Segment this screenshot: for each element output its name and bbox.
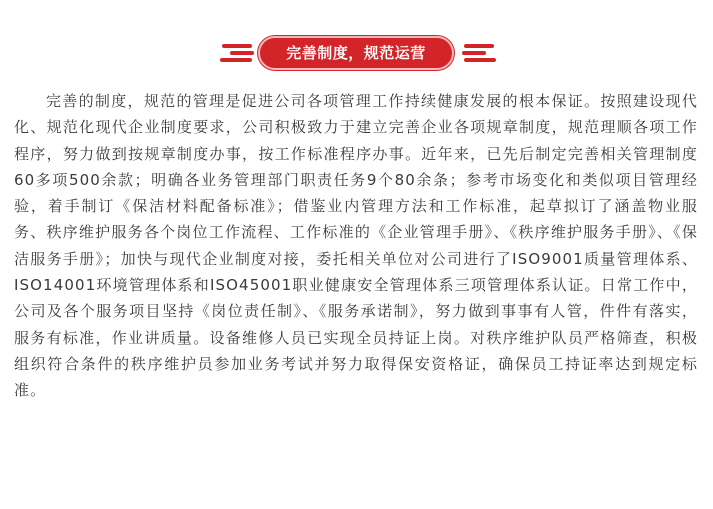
right-stripes-decoration [460,44,496,62]
stripe [220,58,252,62]
stripe [230,51,254,55]
stripe [222,44,252,48]
stripe [464,44,494,48]
stripe [462,51,486,55]
left-stripes-decoration [220,44,256,62]
stripe [464,58,496,62]
section-title: 完善制度，规范运营 [258,36,454,70]
body-paragraph: 完善的制度，规范的管理是促进公司各项管理工作持续健康发展的根本保证。按照建设现代化、规范化现代企业制度要求，公司积极致力于建立完善企业各项规章制度，规范理顺各项工作程序，努力做到按规章制度办事，按工作标准程序办事。近年来，已先后制定完善相关管理制度60多项500余款；明确各业务管理部门职责任务9个80余条；参考市场变化和类似项目管理经验，着手制订《保洁材料配备标准》；借鉴业内管理方法和工作标准，起草拟订了涵盖物业服务、秩序维护服务各个岗位工作流程、工作标准的《企业管理手册》、《秩序维护服务手册》、《保洁服务手册》；加快与现代企业制度对接，委托相关单位对公司进行了ISO9001质量管理体系、ISO14001环境管理体系和ISO45001职业健康安全管理体系三项管理体系认证。日常工作中，公司及各个服务项目坚持《岗位责任制》、《服务承诺制》，努力做到事事有人管，件件有落实，服务有标准，作业讲质量。设备维修人员已实现全员持证上岗。对秩序维护队员严格筛查，积极组织符合条件的秩序维护员参加业务考试并努力取得保安资格证，确保员工持证率达到规定标准。 [14,92,698,400]
section-header [0,36,713,70]
